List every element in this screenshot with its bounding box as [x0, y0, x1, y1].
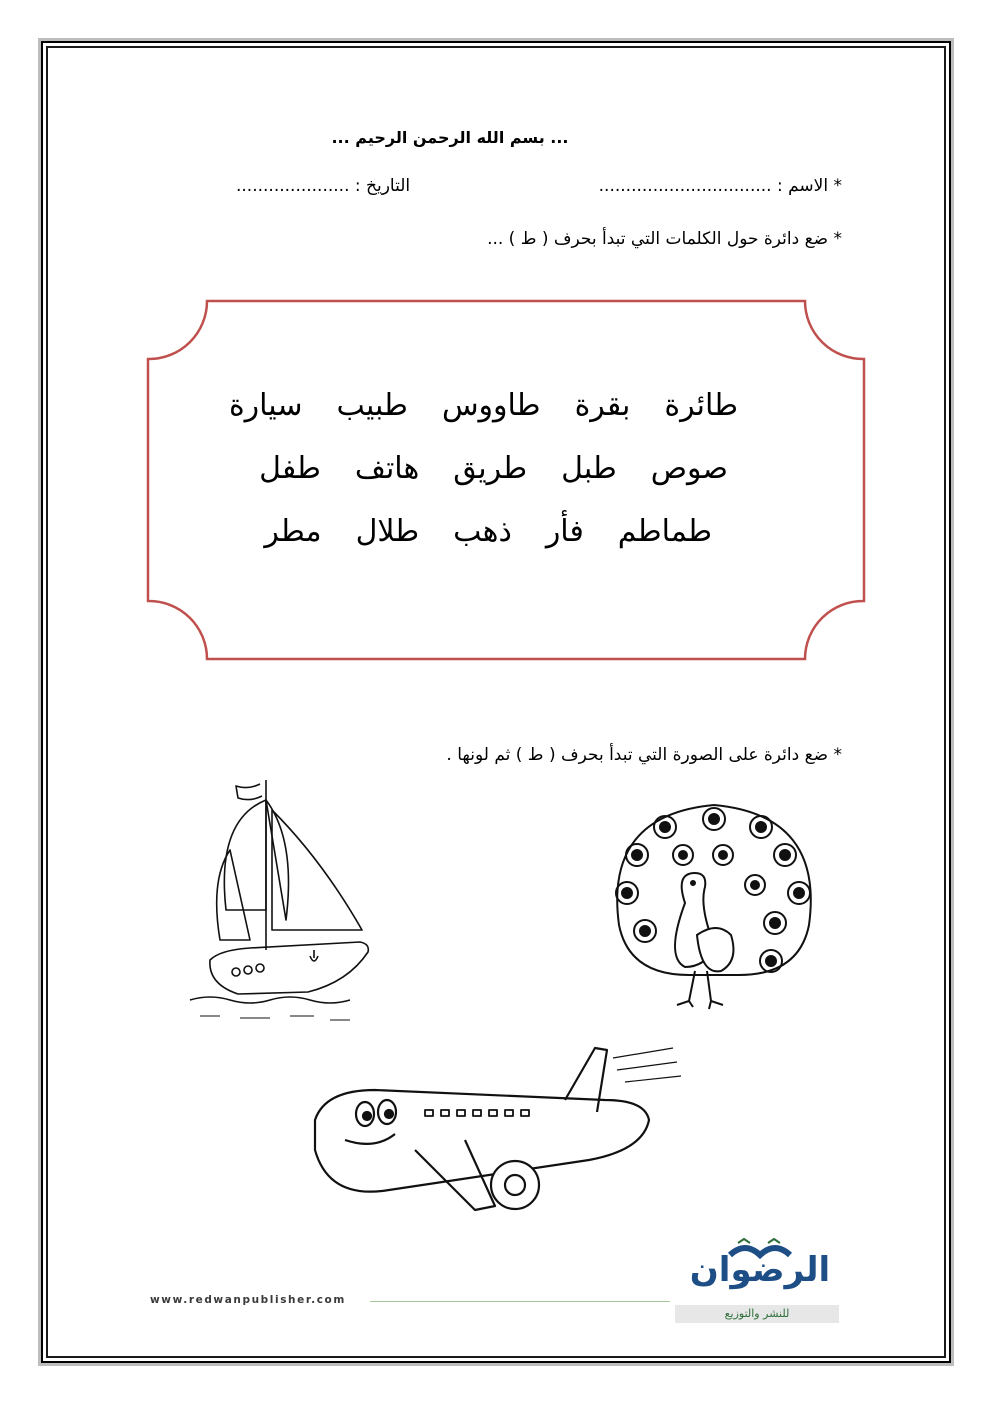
word-item[interactable]: سيارة: [228, 388, 303, 423]
footer-divider: [370, 1301, 670, 1302]
word-row-2: [259, 451, 728, 486]
basmala: ... بسم الله الرحمن الرحيم ...: [331, 128, 569, 147]
ship-drawing[interactable]: [180, 770, 380, 1030]
word-item[interactable]: طريق: [453, 451, 528, 486]
word-item[interactable]: طفل: [259, 451, 321, 486]
publisher-logo-name: الرضوان: [689, 1250, 831, 1290]
word-item[interactable]: بقرة: [574, 388, 631, 423]
word-row-3: [264, 514, 712, 549]
date-field-label: التاريخ : .....................: [236, 176, 411, 196]
peacock-drawing[interactable]: [585, 785, 843, 1025]
exercise2-instruction: * ضع دائرة على الصورة التي تبدأ بحرف ( ط ) ثم لونها .: [446, 745, 842, 765]
word-item[interactable]: طماطم: [617, 514, 712, 549]
name-field-label: * الاسم : ................................: [598, 176, 842, 196]
publisher-logo-subtitle: للنشر والتوزيع: [675, 1305, 839, 1323]
exercise1-instruction: * ضع دائرة حول الكلمات التي تبدأ بحرف ( ط ) ...: [487, 229, 842, 249]
word-item[interactable]: مطر: [264, 514, 322, 549]
word-item[interactable]: فأر: [545, 514, 584, 549]
word-item[interactable]: طاووس: [441, 388, 541, 423]
word-item[interactable]: طلال: [355, 514, 420, 549]
publisher-website[interactable]: www.redwanpublisher.com: [150, 1294, 346, 1306]
word-row-1: [229, 388, 738, 423]
word-item[interactable]: هاتف: [354, 451, 420, 486]
word-item[interactable]: طبل: [561, 451, 617, 486]
word-item[interactable]: طبيب: [336, 388, 408, 423]
word-item[interactable]: طائرة: [664, 388, 738, 423]
word-item[interactable]: ذهب: [453, 514, 512, 549]
airplane-drawing[interactable]: [295, 1040, 695, 1230]
word-item[interactable]: صوص: [650, 451, 728, 486]
